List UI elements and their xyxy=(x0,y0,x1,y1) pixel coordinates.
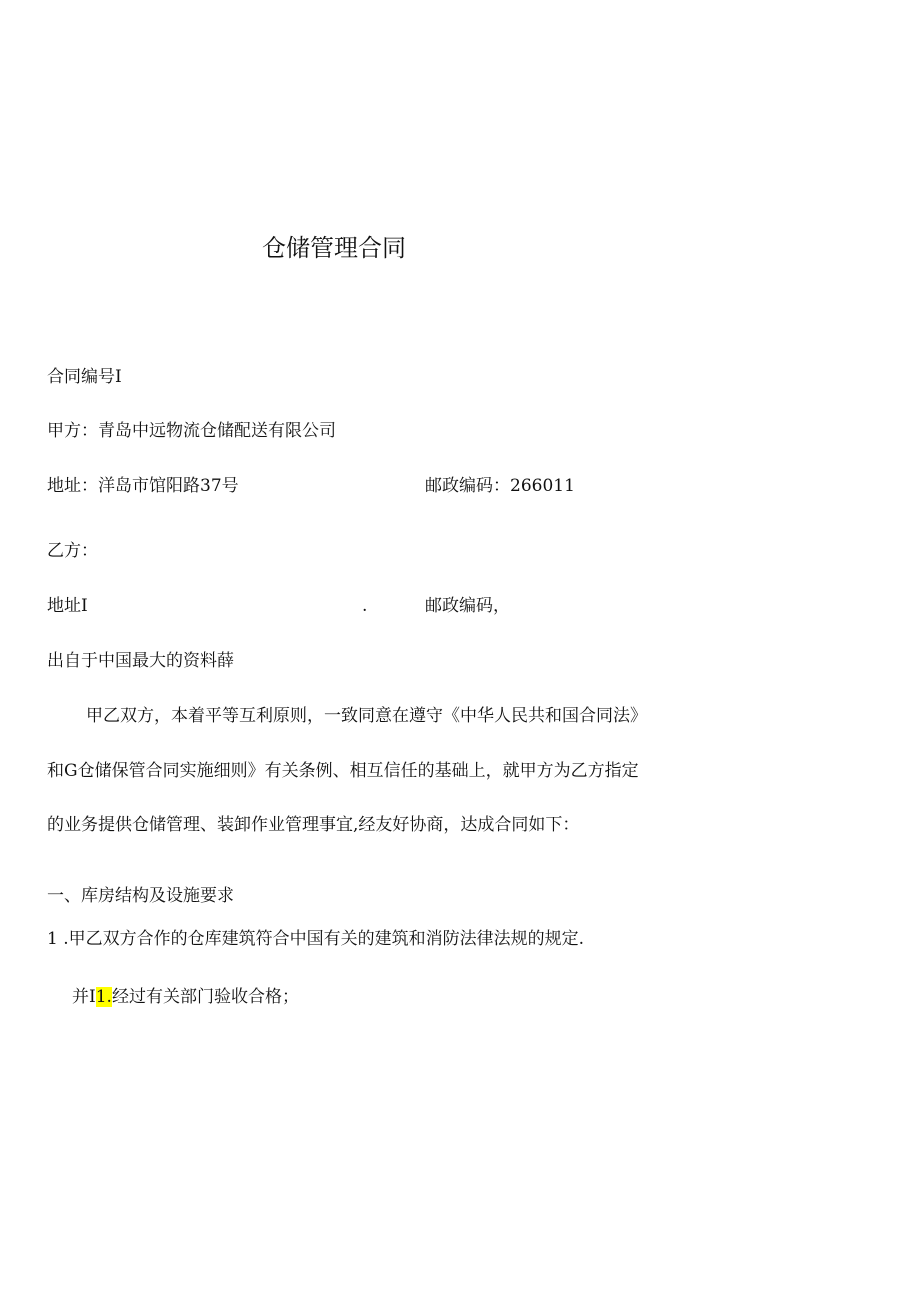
contract-number: 合同编号I xyxy=(47,367,122,387)
source-note: 出自于中国最大的资料薛 xyxy=(47,651,234,671)
item-1-continuation xyxy=(72,986,299,1008)
document-title: 仓储管理合同 xyxy=(262,234,406,262)
party-b-address-dot: . xyxy=(362,596,368,616)
item-1-cont-prefix: 并I xyxy=(72,987,96,1007)
party-a-address: 地址：洋岛市馆阳路37号 xyxy=(47,476,239,496)
paragraph-1-line-1: 甲乙双方，本着平等互利原则，一致同意在遵守《中华人民共和国合同法》 xyxy=(86,706,647,726)
party-b: 乙方： xyxy=(47,541,98,561)
paragraph-1-line-2: 和G仓储保管合同实施细则》有关条例、相互信任的基础上，就甲方为乙方指定 xyxy=(47,761,639,781)
item-1: 1 .甲乙双方合作的仓库建筑符合中国有关的建筑和消防法律法规的规定. xyxy=(47,929,585,949)
party-b-postcode: 邮政编码， xyxy=(425,596,510,616)
highlighted-text: 1. xyxy=(95,987,112,1007)
party-a: 甲方：青岛中远物流仓储配送有限公司 xyxy=(47,421,336,441)
item-1-cont-suffix: 经过有关部门验收合格； xyxy=(111,987,299,1007)
section-1-heading: 一、库房结构及设施要求 xyxy=(47,886,234,906)
party-a-postcode: 邮政编码：266011 xyxy=(425,476,575,496)
party-b-address: 地址I xyxy=(47,596,88,616)
paragraph-1-line-3: 的业务提供仓储管理、装卸作业管理事宜,经友好协商，达成合同如下： xyxy=(47,815,580,835)
